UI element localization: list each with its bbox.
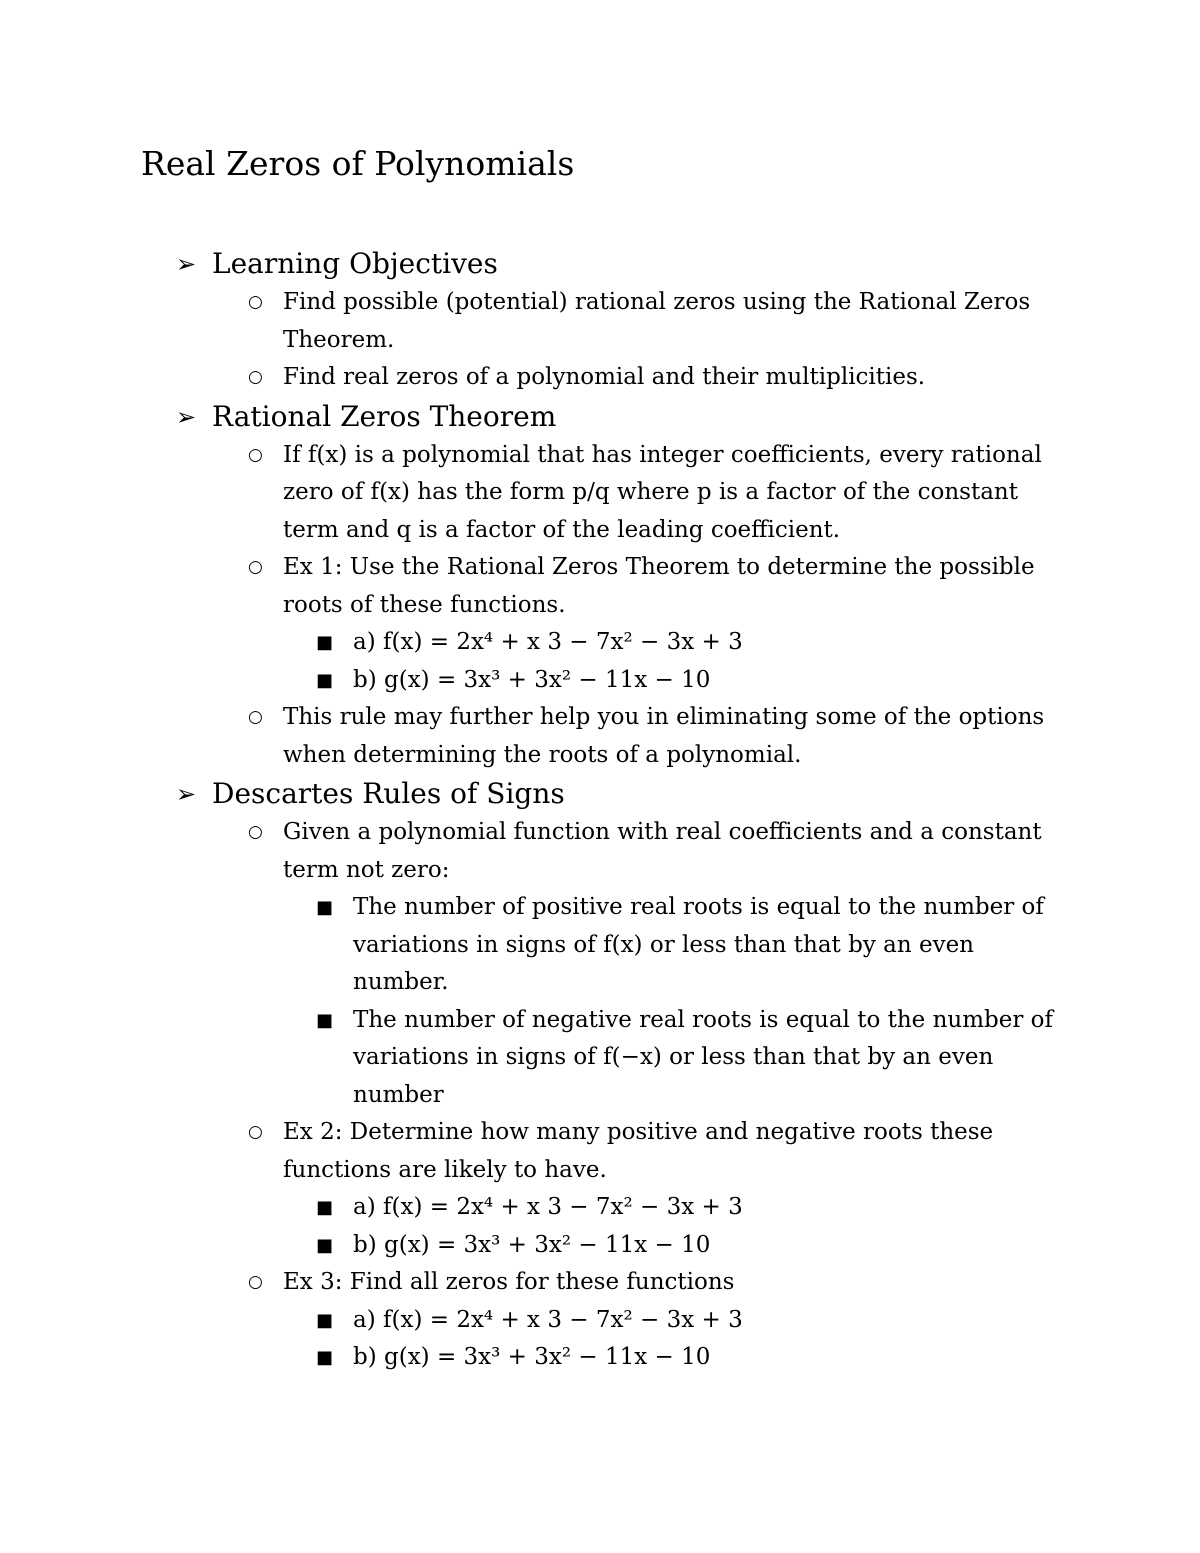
arrowhead-bullet-icon: ➢ — [176, 402, 197, 431]
equation-text: a) f(x) = 2x⁴ + x 3 − 7x² − 3x + 3 — [353, 629, 743, 655]
section-heading-rational-zeros-theorem — [0, 397, 1200, 437]
page-title: Real Zeros of Polynomials — [141, 144, 575, 183]
arrowhead-bullet-icon: ➢ — [176, 780, 197, 808]
filled-square-bullet-icon: ■ — [316, 1347, 334, 1368]
filled-square-bullet-icon: ■ — [316, 669, 334, 691]
hollow-circle-bullet-icon: ○ — [248, 1122, 263, 1142]
list-item-text: If f(x) is a polynomial that has integer coefficients, every rational zero of f(x) has the form p/q where p is a factor of the constant term and q is a factor of the leading coefficient. — [283, 441, 1042, 543]
filled-square-bullet-icon: ■ — [316, 1197, 334, 1218]
filled-square-bullet-icon: ■ — [316, 1234, 334, 1256]
list-item — [0, 549, 1073, 624]
list-subitem — [0, 662, 1073, 700]
equation-text: b) g(x) = 3x³ + 3x² − 11x − 10 — [353, 1231, 711, 1258]
list-subitem — [0, 624, 1073, 662]
list-item-text: Find possible (potential) rational zeros using the Rational Zeros Theorem. — [283, 289, 1031, 353]
section-heading-text: Rational Zeros Theorem — [212, 399, 557, 433]
filled-square-bullet-icon: ■ — [316, 1309, 334, 1331]
list-item-text: Ex 3: Find all zeros for these functions — [283, 1269, 735, 1295]
list-item-text: This rule may further help you in eliminating some of the options when determining the roots of a polynomial. — [283, 704, 1045, 768]
list-subitem — [0, 1339, 1073, 1377]
filled-square-bullet-icon: ■ — [316, 1009, 334, 1031]
list-item — [0, 359, 1073, 397]
outline-list — [0, 244, 1200, 1377]
hollow-circle-bullet-icon: ○ — [248, 557, 263, 577]
hollow-circle-bullet-icon: ○ — [248, 444, 263, 465]
list-subitem — [0, 1302, 1073, 1340]
list-item-text: Ex 2: Determine how many positive and negative roots these functions are likely to have. — [283, 1119, 994, 1183]
equation-text: b) g(x) = 3x³ + 3x² − 11x − 10 — [353, 1344, 711, 1370]
list-subitem — [0, 889, 1073, 1002]
list-item — [0, 1114, 1073, 1189]
list-subitem — [0, 1227, 1073, 1265]
hollow-circle-bullet-icon: ○ — [248, 822, 263, 842]
section-heading-learning-objectives — [0, 244, 1200, 284]
list-item-text: Given a polynomial function with real coefficients and a constant term not zero: — [283, 819, 1042, 883]
section-heading-text: Descartes Rules of Signs — [212, 777, 565, 810]
list-subitem — [0, 1002, 1073, 1115]
hollow-circle-bullet-icon: ○ — [248, 367, 263, 387]
section-heading-text: Learning Objectives — [212, 247, 498, 280]
list-item — [0, 1264, 1073, 1302]
list-item — [0, 699, 1073, 774]
equation-text: a) f(x) = 2x⁴ + x 3 − 7x² − 3x + 3 — [353, 1306, 743, 1333]
hollow-circle-bullet-icon: ○ — [248, 707, 263, 727]
list-subitem-text: The number of negative real roots is equal to the number of variations in signs of f(−x) or less than that by an even number — [353, 1006, 1054, 1108]
list-item — [0, 284, 1073, 359]
filled-square-bullet-icon: ■ — [316, 632, 334, 653]
arrowhead-bullet-icon: ➢ — [176, 250, 197, 278]
equation-text: a) f(x) = 2x⁴ + x 3 − 7x² − 3x + 3 — [353, 1194, 743, 1220]
list-subitem-text: The number of positive real roots is equal to the number of variations in signs of f(x) or less than that by an even number. — [353, 894, 1044, 995]
filled-square-bullet-icon: ■ — [316, 897, 334, 918]
hollow-circle-bullet-icon: ○ — [248, 1272, 263, 1292]
section-heading-descartes-rules — [0, 774, 1200, 814]
hollow-circle-bullet-icon: ○ — [248, 292, 263, 312]
equation-text: b) g(x) = 3x³ + 3x² − 11x − 10 — [353, 666, 711, 693]
list-item-text: Ex 1: Use the Rational Zeros Theorem to determine the possible roots of these functions. — [283, 554, 1035, 618]
list-subitem — [0, 1189, 1073, 1227]
list-item — [0, 437, 1073, 550]
list-item-text: Find real zeros of a polynomial and their multiplicities. — [283, 364, 926, 390]
list-item — [0, 814, 1073, 889]
